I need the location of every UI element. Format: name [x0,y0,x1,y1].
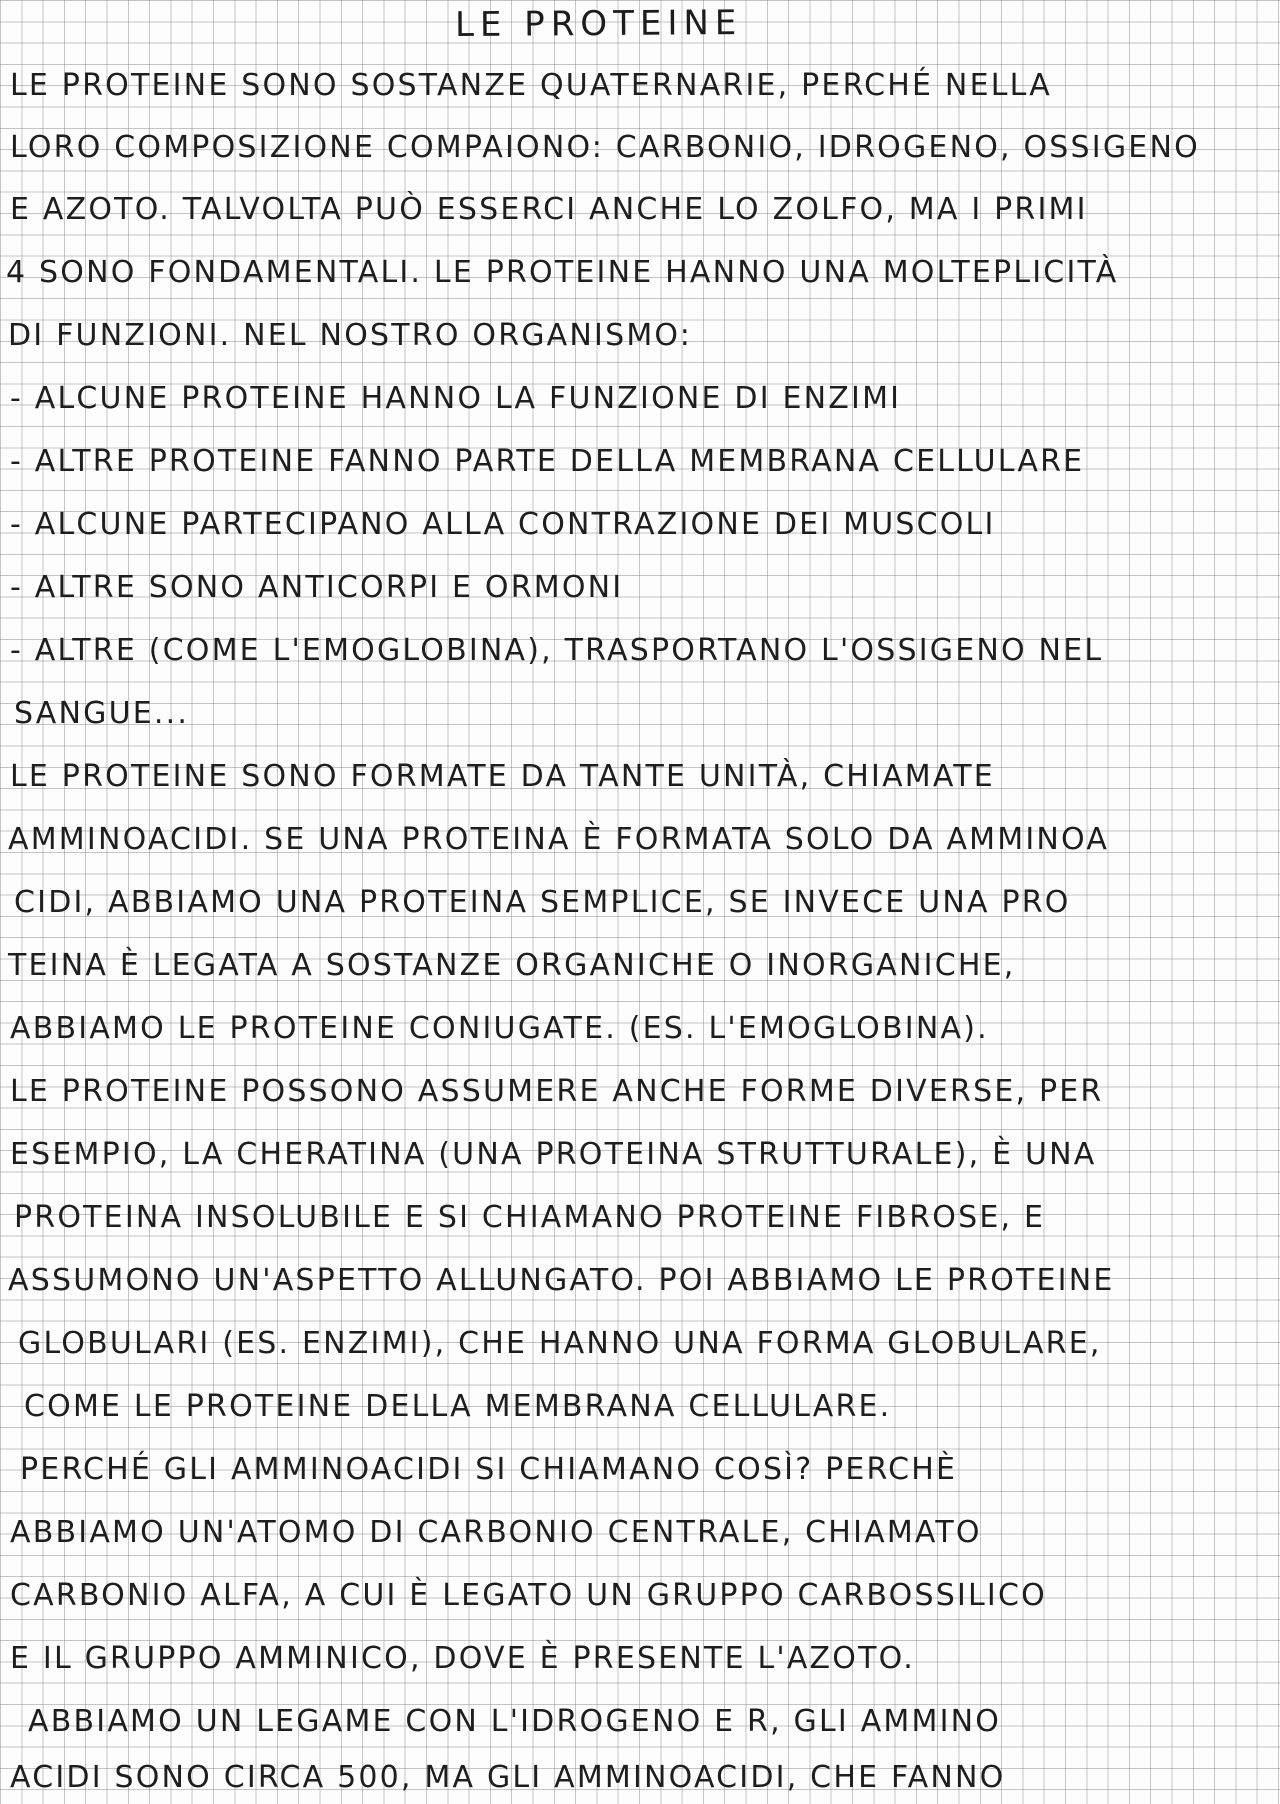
text-line: CIDI, ABBIAMO UNA PROTEINA SEMPLICE, SE INVECE UNA PRO [14,885,1071,920]
text-line: ACIDI SONO CIRCA 500, MA GLI AMMINOACIDI, CHE FANNO [10,1760,1006,1795]
text-line: LE PROTEINE SONO FORMATE DA TANTE UNITÀ, CHIAMATE [10,759,995,794]
text-line: SANGUE... [14,696,190,731]
text-line: ABBIAMO LE PROTEINE CONIUGATE. (ES. L'EMOGLOBINA). [10,1011,989,1046]
text-line: ABBIAMO UN'ATOMO DI CARBONIO CENTRALE, CHIAMATO [10,1515,982,1550]
text-line: ABBIAMO UN LEGAME CON L'IDROGENO E R, GLI AMMINO [28,1704,1002,1739]
text-line: DI FUNZIONI. NEL NOSTRO ORGANISMO: [8,318,693,353]
text-line: - ALTRE (COME L'EMOGLOBINA), TRASPORTANO L'OSSIGENO NEL [10,633,1104,668]
text-line: PERCHÉ GLI AMMINOACIDI SI CHIAMANO COSÌ? PERCHÈ [20,1452,958,1487]
text-line: 4 SONO FONDAMENTALI. LE PROTEINE HANNO UNA MOLTEPLICITÀ [6,255,1119,290]
text-line: LE PROTEINE POSSONO ASSUMERE ANCHE FORME DIVERSE, PER [10,1074,1104,1109]
text-line: LORO COMPOSIZIONE COMPAIONO: CARBONIO, IDROGENO, OSSIGENO [10,130,1200,165]
text-line: LE PROTEINE SONO SOSTANZE QUATERNARIE, PERCHÉ NELLA [10,68,1052,103]
text-line: - ALCUNE PROTEINE HANNO LA FUNZIONE DI ENZIMI [10,381,902,416]
text-line: CARBONIO ALFA, A CUI È LEGATO UN GRUPPO CARBOSSILICO [10,1578,1047,1613]
text-line: ESEMPIO, LA CHERATINA (UNA PROTEINA STRUTTURALE), È UNA [10,1137,1097,1172]
text-line: GLOBULARI (ES. ENZIMI), CHE HANNO UNA FORMA GLOBULARE, [18,1326,1102,1361]
text-line: ASSUMONO UN'ASPETTO ALLUNGATO. POI ABBIAMO LE PROTEINE [8,1263,1115,1298]
text-line: E AZOTO. TALVOLTA PUÒ ESSERCI ANCHE LO ZOLFO, MA I PRIMI [10,192,1088,227]
text-line: - ALCUNE PARTECIPANO ALLA CONTRAZIONE DEI MUSCOLI [10,507,996,542]
text-line: AMMINOACIDI. SE UNA PROTEINA È FORMATA SOLO DA AMMINOA [8,822,1110,857]
text-line: E IL GRUPPO AMMINICO, DOVE È PRESENTE L'AZOTO. [10,1641,915,1676]
text-line: PROTEINA INSOLUBILE E SI CHIAMANO PROTEINE FIBROSE, E [14,1200,1046,1235]
page-title: LE PROTEINE [454,2,743,46]
text-line: TEINA È LEGATA A SOSTANZE ORGANICHE O INORGANICHE, [8,948,1016,983]
text-line: COME LE PROTEINE DELLA MEMBRANA CELLULARE. [24,1389,892,1424]
text-line: - ALTRE SONO ANTICORPI E ORMONI [10,570,624,605]
text-line: - ALTRE PROTEINE FANNO PARTE DELLA MEMBRANA CELLULARE [10,444,1085,479]
